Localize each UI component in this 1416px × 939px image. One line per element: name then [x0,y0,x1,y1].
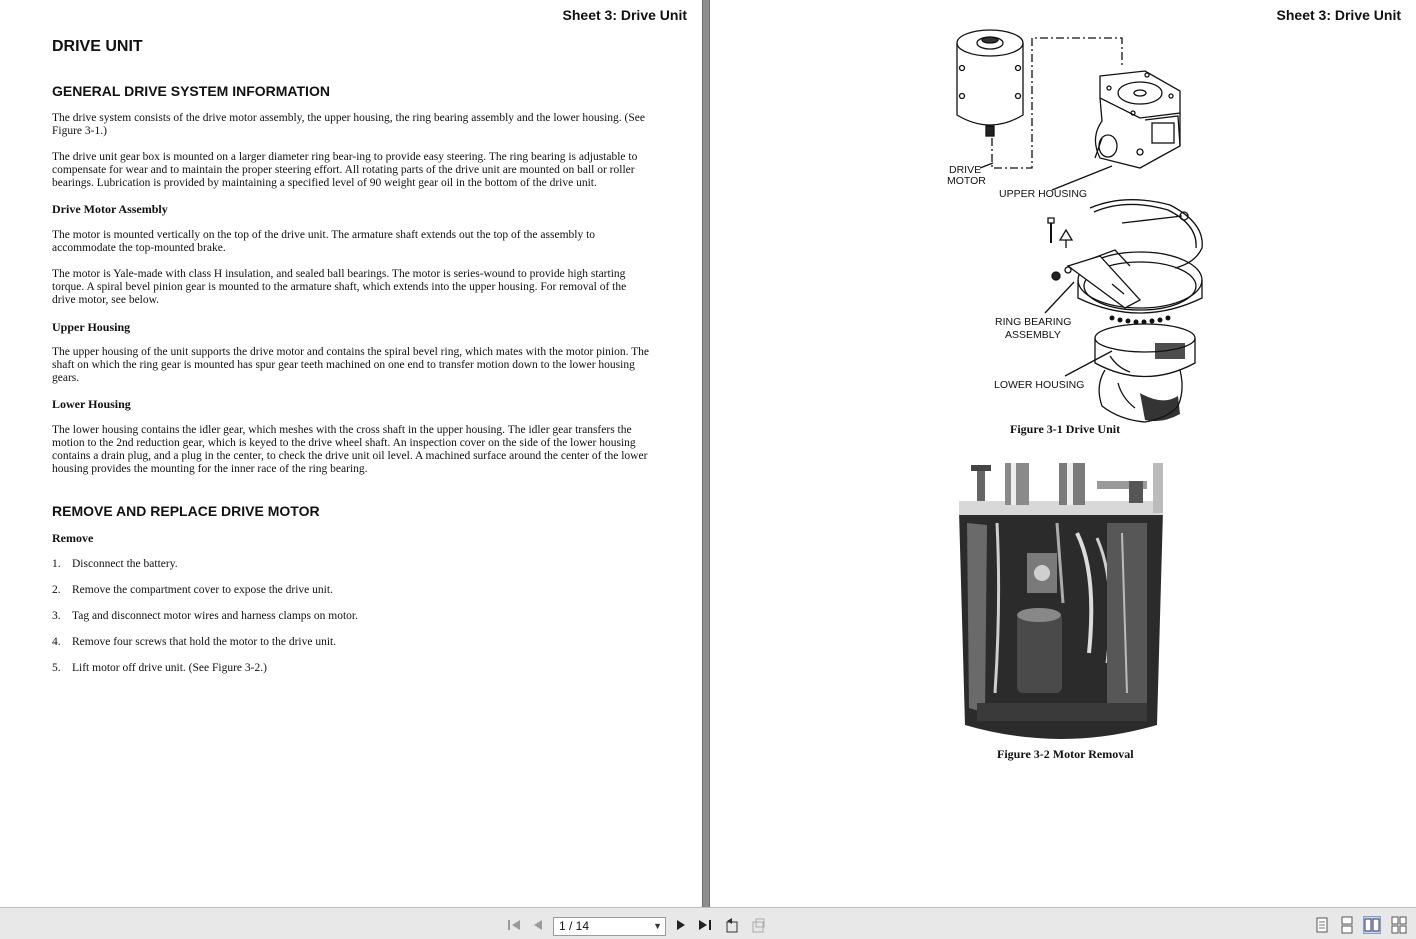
list-item-text: Disconnect the battery. [72,558,178,570]
subheading-upper-housing: Upper Housing [52,320,131,334]
paragraph: The motor is mounted vertically on the top of the drive unit. The armature shaft extends out the top of the assembly to accommodate the top-mounted brake. [52,229,596,254]
two-page-continuous-icon [1390,916,1408,934]
list-item-number: 3. [52,610,61,622]
paragraph: The motor is Yale-made with class H insulation, and sealed ball bearings. The motor is series-wound to provide high starting torque. A spiral bevel pinion gear is mounted to the armature shaft, which extends into the upper housing. For removal of the drive motor, see below. [52,268,627,306]
document-page-right [710,0,1416,907]
drive-unit-exploded-diagram [940,18,1210,426]
label-drive: DRIVE [949,164,982,176]
label-lower-housing: LOWER HOUSING [994,379,1085,391]
list-item-number: 2. [52,584,61,596]
viewer-toolbar [0,907,1416,939]
document-page-left [0,0,702,907]
list-item-text: Remove the compartment cover to expose the drive unit. [72,584,333,596]
figure-caption: Figure 3-1 Drive Unit [1010,422,1121,436]
two-page-continuous-view-button[interactable] [1390,916,1408,934]
first-page-button[interactable] [506,917,522,933]
last-page-button[interactable] [697,917,713,933]
list-item [52,636,336,649]
paragraph: The drive unit gear box is mounted on a larger diameter ring bear-ing to provide easy steering. The ring bearing is adjustable to compensate for wear and to maintain the proper steering effort. All rotating parts of the drive unit are mounted on ball or roller bearings. Lubrication is provided by maintaining a specified level of 90 weight gear oil in the bottom of the drive unit. [52,151,638,189]
list-item-number: 1. [52,558,61,570]
label-upper-housing: UPPER HOUSING [999,188,1088,200]
list-item-number: 4. [52,636,61,648]
next-page-button[interactable] [673,917,689,933]
paragraph: The upper housing of the unit supports the drive motor and contains the spiral bevel ring, which mates with the motor pinion. The shaft on which the ring gear is mounted has spur gear teeth machined on one end to transfer motion down to the lower housing gears. [52,346,650,384]
go-forward-view-button[interactable] [750,917,766,933]
chevron-down-icon: ▼ [653,921,662,931]
sheet-header: Sheet 3: Drive Unit [1276,7,1401,23]
go-back-view-button[interactable] [724,917,740,933]
single-page-icon [1313,916,1331,934]
sheet-header: Sheet 3: Drive Unit [562,7,687,23]
single-page-view-button[interactable] [1313,916,1331,934]
page-number-select[interactable] [553,917,666,936]
list-item-text: Tag and disconnect motor wires and harness clamps on motor. [72,610,358,622]
subheading-remove: Remove [52,531,94,545]
back-view-icon [724,917,740,933]
two-page-icon [1364,917,1380,933]
forward-view-icon [750,917,766,933]
figure-caption: Figure 3-2 Motor Removal [997,747,1134,761]
page-title: DRIVE UNIT [52,38,143,55]
continuous-view-button[interactable] [1338,916,1356,934]
section-heading-remove-replace: REMOVE AND REPLACE DRIVE MOTOR [52,503,320,519]
paragraph: The drive system consists of the drive motor assembly, the upper housing, the ring bearing assembly and the lower housing. (See Figure 3-1.) [52,112,645,137]
list-item [52,584,333,597]
page-divider [702,0,710,907]
list-item [52,610,358,623]
label-assembly: ASSEMBLY [1005,329,1061,341]
paragraph: The lower housing contains the idler gear, which meshes with the cross shaft in the upper housing. The idler gear transfers the motion to the 2nd reduction gear, which is keyed to the drive wheel shaft. An inspection cover on the side of the lower housing contains a drain plug, and a plug in the center, to check the drive unit oil level. A machined surface around the center of the lower housing provides the mounting for the inner race of the ring bearing. [52,424,648,475]
page-indicator: 1 / 14 [559,919,590,933]
list-item [52,558,178,571]
motor-removal-photo [957,463,1165,743]
label-ring-bearing: RING BEARING [995,316,1072,328]
previous-page-button[interactable] [530,917,546,933]
next-page-icon [673,917,689,933]
label-motor: MOTOR [947,175,986,187]
last-page-icon [697,917,713,933]
continuous-page-icon [1338,916,1356,934]
list-item-text: Remove four screws that hold the motor to the drive unit. [72,636,337,648]
subheading-lower-housing: Lower Housing [52,397,131,411]
section-heading-general: GENERAL DRIVE SYSTEM INFORMATION [52,83,330,99]
two-page-view-button[interactable] [1363,916,1381,934]
subheading-drive-motor: Drive Motor Assembly [52,202,168,216]
first-page-icon [506,917,522,933]
list-item-text: Lift motor off drive unit. (See Figure 3-2.) [72,662,267,674]
list-item [52,662,267,675]
list-item-number: 5. [52,662,61,674]
previous-page-icon [530,917,546,933]
